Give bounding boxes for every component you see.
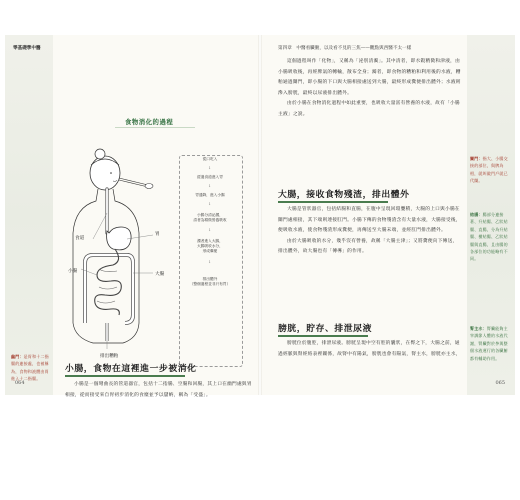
side-note-ileocecal: [470, 155, 510, 185]
digestive-system-illustration: [53, 123, 178, 363]
side-note-text: 是胃和十二指腸的連接處，也被稱為，食物和液體由胃進入十二指腸。: [11, 354, 49, 382]
side-note-tag: 腎主水：: [470, 326, 487, 331]
right-intro-text: [278, 57, 462, 121]
section-rule: [278, 335, 368, 337]
flow-step: 胃通降，進入小腸: [195, 193, 225, 197]
flow-step: 濁者進入大腸， 大腸吸收水分， 形成糞便: [197, 239, 223, 254]
flow-arrow-icon: ↓: [208, 201, 212, 206]
label-large-intestine: 大腸: [155, 272, 165, 277]
flow-arrow-icon: ↓: [208, 165, 212, 170]
flow-step: 從口吃入: [202, 157, 218, 161]
side-note-kidney-water: [470, 325, 510, 362]
left-margin-strip: [5, 35, 53, 395]
label-excretion: 排出糟粕: [100, 354, 119, 359]
right-page-number: 065: [495, 380, 505, 386]
paragraph: 大腸是管狀器官，包括結腸和直腸，在腹中呈現回環疊積，大腸的上口與小腸在闌門處相接，其下端則連接肛門。小腸下傳的食物殘渣含有大量水液，大腸接受後，便吸收水液，使食物殘渣形成糞便，再傳送至大腸末端，並經肛門排出體外。: [278, 207, 461, 234]
section-rule: [278, 201, 388, 203]
section-rule: [65, 375, 185, 377]
flow-step: 排出體外 （整個過程並非只有胃）: [189, 277, 231, 287]
side-note-text: 指大、小腸交接的部位，與脾為相，就叫做門戶就已代闌。: [470, 156, 508, 184]
right-running-head: 第四章 中醫看臟腑，以及看不見的三焦——觀點與西醫不太一樣: [278, 46, 412, 51]
side-note-tag: 闌門：: [470, 156, 483, 161]
section-title-large-intestine: 大腸，接收食物殘渣，排出體外: [278, 190, 410, 200]
large-intestine-text: [278, 205, 462, 258]
flow-arrow-icon: ↓: [208, 227, 212, 232]
side-note-text: 腎臟能夠主宰調節人體的水液代謝，腎臟對於參與整個水液運行的各臟腑都有輔助作用。: [470, 326, 508, 361]
label-small-intestine: 小腸: [68, 269, 78, 274]
book-spread: [5, 35, 515, 398]
left-page-number: 064: [15, 380, 25, 386]
left-body-text: [65, 380, 255, 398]
label-esophagus: 食道: [75, 236, 85, 241]
section-title-small-intestine: 小腸，食物在這裡進一步被消化: [65, 364, 197, 374]
side-note-tag: 幽門：: [11, 354, 24, 359]
right-page: [260, 35, 515, 395]
left-running-head: 零基礎學中醫: [13, 46, 41, 51]
section-title-bladder: 膀胱，貯存、排泄尿液: [278, 324, 372, 334]
flow-arrow-icon: ↓: [208, 183, 212, 188]
side-note-colon: [470, 211, 510, 263]
paragraph: 由於大腸吸收的水分，幾乎沒有營養，故稱「大腸主津」；又將糞便向下傳送，排出體外，故大腸也有「傳導」的作用。: [278, 238, 458, 255]
side-note-text: 腸部分連接著、升結腸、乙狀結腸、直腸，分為升結腸、橫結腸、乙狀結腸與直腸，且由腸的各部位的功能略有不同。: [470, 212, 508, 262]
label-stomach: 胃: [155, 232, 160, 237]
paragraph: 膀胱位於腹腔，排泄尿液。膀胱呈現中空有腔的囊狀，在臀之下，大腸之前，通過經脈與腎經絡表裡關係，故腎中有陽氣，膀胱也會有陽氣，腎主水，膀胱亦主水，: [278, 341, 461, 357]
flow-step: 經過食道進入胃: [197, 175, 223, 179]
figure-title: 食物消化的過程: [125, 118, 174, 126]
flow-step: 小腸分清泌濁， 清者為精微營養吸收: [193, 213, 227, 223]
paragraph: 由於小腸在食物消化過程中如此重要，也吸收大量富有營養的水液，故有「小腸主液」之說。: [278, 101, 460, 117]
left-page: [5, 35, 260, 398]
paragraph: 小腸是一個彎曲長的管道器官，包括十二指腸、空腸和回腸，其上口在幽門處與胃相接，從而接受來自胃初步消化的食糜並予以儲納，稱為「受盛」。: [65, 382, 252, 398]
side-note-pylorus: [11, 353, 51, 383]
side-note-tag: 結腸：: [470, 212, 483, 217]
flow-arrow-icon: ↓: [208, 259, 212, 264]
bladder-text: [278, 339, 462, 377]
paragraph: 這個過程叫作「化物」，又稱為「泌別清濁」。其中清者，即水穀精微和津液，由小腸吸收後，再經脾氣的轉輸，散布全身；濁者，即食物的糟粕和利用後的水液，糟粕通過闌門，即小腸的下口與大腸相接處送到大腸，最終形成糞便排出體外；水液則滲入膀胱，最終以尿液排出體外。: [278, 59, 461, 96]
